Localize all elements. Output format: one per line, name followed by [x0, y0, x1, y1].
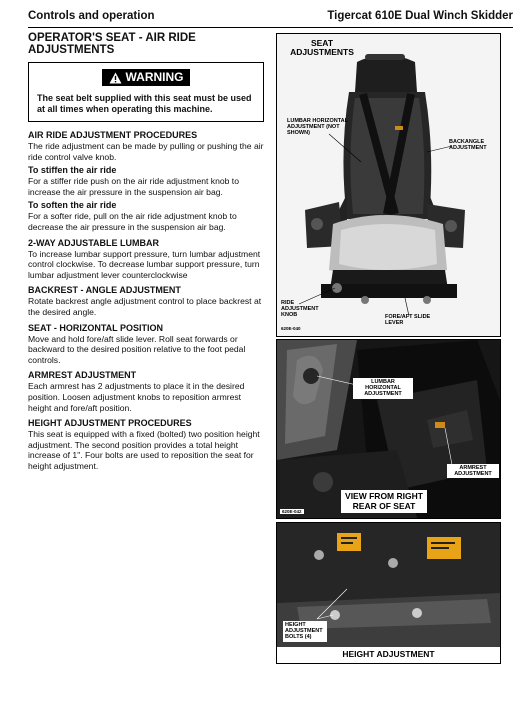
stiffen-heading: To stiffen the air ride — [28, 165, 117, 176]
armrest-text: Each armrest has 2 adjustments to place it in the desired position. Loosen adjustment knobs to reposition armrest height and fore/aft position. — [28, 381, 245, 413]
label-lumbar-rear: LUMBAR HORIZONTAL ADJUSTMENT — [353, 378, 413, 399]
backrest-text: Rotate backrest angle adjustment control to place backrest at the desired angle. — [28, 296, 262, 317]
figure1-code: 620E-040 — [281, 326, 301, 331]
label-ride-knob: RIDE ADJUSTMENT KNOB — [281, 300, 319, 319]
text-column — [28, 32, 264, 473]
lumbar-heading: 2-WAY ADJUSTABLE LUMBAR — [28, 237, 160, 248]
label-backangle: BACKANGLE ADJUSTMENT — [449, 139, 487, 152]
warning-triangle-icon — [109, 72, 122, 84]
height-heading: HEIGHT ADJUSTMENT PROCEDURES — [28, 418, 192, 429]
backrest-heading: BACKREST - ANGLE ADJUSTMENT — [28, 285, 181, 296]
height-text: This seat is equipped with a fixed (bolted) two position height adjustment. The second position provides a total height increase of 1". Four bolts are used to reposition the seat for height adjustment. — [28, 429, 260, 471]
air-ride-heading: AIR RIDE ADJUSTMENT PROCEDURES — [28, 130, 198, 140]
figure-height-adjustment — [276, 522, 501, 664]
lumbar-text: To increase lumbar support pressure, turn lumbar adjustment control clockwise. To decrease lumbar support pressure, turn lumbar adjustment lever counterclockwise — [28, 248, 261, 280]
figure2-caption: VIEW FROM RIGHT REAR OF SEAT — [341, 490, 427, 513]
label-armrest-adjustment: ARMREST ADJUSTMENT — [447, 464, 499, 478]
section-title: OPERATOR'S SEAT - AIR RIDE ADJUSTMENTS — [28, 32, 196, 56]
label-lumbar-horizontal: LUMBAR HORIZONTAL ADJUSTMENT (NOT SHOWN) — [287, 118, 348, 137]
header-rule — [28, 27, 513, 28]
soften-text: For a softer ride, pull on the air ride adjustment knob to decrease the air pressure in the suspension air bag. — [28, 211, 237, 232]
figure-rear-view — [276, 339, 501, 519]
stiffen-text: For a stiffer ride push on the air ride adjustment knob to increase the air pressure in the suspension air bag. — [28, 176, 239, 197]
air-ride-intro: The ride adjustment can be made by pulling or pushing the air ride control valve knob. — [28, 141, 264, 162]
figure1-title: SEAT ADJUSTMENTS — [290, 38, 354, 57]
horizontal-heading: SEAT - HORIZONTAL POSITION — [28, 322, 163, 333]
figure2-code: 620E-042 — [282, 509, 302, 514]
horizontal-text: Move and hold fore/aft slide lever. Roll seat forwards or backward to the desired position relative to the foot pedal controls. — [28, 333, 246, 365]
label-height-bolts: HEIGHT ADJUSTMENT BOLTS (4) — [283, 621, 327, 642]
seat-photo — [277, 34, 500, 336]
warning-label-text: WARNING — [125, 70, 184, 84]
warning-box — [28, 62, 264, 122]
header-manual-title: Tigercat 610E Dual Winch Skidder — [327, 10, 513, 22]
page-header — [28, 10, 513, 26]
label-foreaft-lever: FORE/AFT SLIDE LEVER — [385, 314, 431, 327]
armrest-heading: ARMREST ADJUSTMENT — [28, 370, 137, 381]
warning-label — [102, 69, 190, 86]
soften-heading: To soften the air ride — [28, 200, 117, 211]
warning-text: The seat belt supplied with this seat must be used at all times when operating this machine. — [37, 93, 252, 114]
header-section: Controls and operation — [28, 10, 155, 22]
figure-seat-adjustments — [276, 33, 501, 337]
figure3-caption: HEIGHT ADJUSTMENT — [342, 649, 435, 659]
